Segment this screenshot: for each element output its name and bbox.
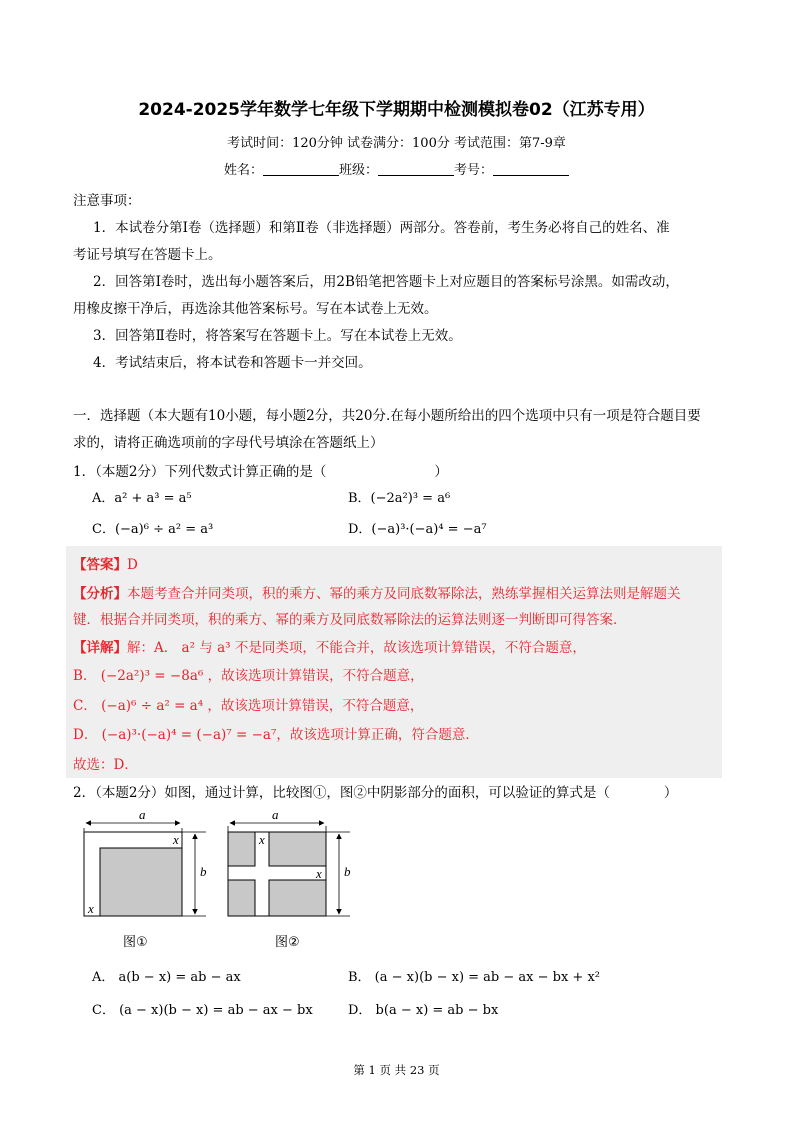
q2-option-d: D． b(a − x) = ab − bx [348,1003,499,1018]
note-item: 考证号填写在答题卡上。 [73,247,222,263]
notes-heading: 注意事项： [73,193,141,209]
section-heading-cont: 求的，请将正确选项前的字母代号填涂在答题纸上） [73,435,384,451]
q2-option-b: B． (a − x)(b − x) = ab − ax − bx + x² [348,970,601,985]
q2-option-a: A． a(b − x) = ab − ax [92,970,241,985]
figure-1 [84,807,207,916]
detail-label: 【详解】 [73,640,127,656]
answer-label: 【答案】 [73,557,127,573]
class-blank [378,163,454,176]
page-footer: 第 1 页 共 23 页 [353,1063,440,1077]
student-info-row [0,159,793,178]
detail-a: 解：A． a² 与 a³ 不是同类项，不能合并，故该选项计算错误，不符合题意， [127,640,586,656]
figure-2 [228,807,351,916]
note-item: 1．本试卷分第Ⅰ卷（选择题）和第Ⅱ卷（非选择题）两部分。答卷前，考生务必将自己的姓名、准 [93,220,670,236]
exam-no-label: 考号： [454,163,494,178]
fig2-caption: 图② [275,935,300,950]
note-item: 2．回答第Ⅰ卷时，选出每小题答案后，用2B铅笔把答题卡上对应题目的答案标号涂黑。如需改动， [93,274,679,290]
question-1-stem: 1．（本题2分）下列代数式计算正确的是（ ） [73,464,448,480]
q1-detail-d: D． (−a)³·(−a)⁴ = (−a)⁷ = −a⁷，故该选项计算正确，符合题意． [73,727,479,743]
q1-analysis [73,582,681,602]
fig2-label-a: a [272,807,279,822]
fig1-label-x-left: x [88,901,94,916]
q1-detail-c: C． (−a)⁶ ÷ a² = a⁴ ，故该选项计算错误，不符合题意， [73,698,424,714]
q1-option-a: A．a² + a³ = a⁵ [92,491,192,506]
fig2-label-b: b [344,864,351,879]
note-item: 4．考试结束后，将本试卷和答题卡一并交回。 [93,355,372,371]
class-label: 班级： [338,163,378,178]
q1-analysis-cont: 键．根据合并同类项，积的乘方、幂的乘方及同底数幂除法的运算法则逐一判断即可得答案． [73,612,627,628]
exam-info: 考试时间：120分钟 试卷满分：100分 考试范围：第7-9章 [227,136,566,151]
note-item: 用橡皮擦干净后，再选涂其他答案标号。写在本试卷上无效。 [73,301,438,317]
analysis-label: 【分析】 [73,586,127,602]
fig2-label-x-top: x [259,832,265,847]
fig1-label-x-top: x [173,832,179,847]
q1-option-c: C．(−a)⁶ ÷ a² = a³ [92,522,214,537]
q1-answer [73,553,138,573]
question-2-stem: 2．（本题2分）如图，通过计算，比较图①，图②中阴影部分的面积，可以验证的算式是（ ） [73,785,678,801]
section-heading: 一．选择题（本大题有10小题，每小题2分，共20分.在每小题所给出的四个选项中只有一项是符合题目要 [73,408,701,424]
name-blank [263,163,339,176]
answer-box [66,546,722,778]
q1-conclusion: 故选：D． [73,757,138,773]
answer-value: D [127,557,138,573]
analysis-text: 本题考查合并同类项，积的乘方、幂的乘方及同底数幂除法，熟练掌握相关运算法则是解题关 [127,586,681,602]
exam-no-blank [493,163,569,176]
name-label: 姓名： [223,163,263,178]
fig1-label-b: b [200,864,207,879]
q1-detail [73,636,586,656]
q1-option-b: B．(−2a²)³ = a⁶ [348,491,451,506]
q1-detail-b: B． (−2a²)³ = −8a⁶ ，故该选项计算错误，不符合题意， [73,668,424,684]
fig2-label-x-right: x [316,866,322,881]
page-title: 2024-2025学年数学七年级下学期期中检测模拟卷02（江苏专用） [138,100,655,120]
fig1-caption: 图① [123,935,148,950]
fig1-label-a: a [139,807,146,822]
q2-option-c: C． (a − x)(b − x) = ab − ax − bx [92,1003,313,1018]
q2-figures [70,806,370,954]
q1-option-d: D．(−a)³·(−a)⁴ = −a⁷ [348,522,487,537]
note-item: 3．回答第Ⅱ卷时，将答案写在答题卡上。写在本试卷上无效。 [93,328,462,344]
